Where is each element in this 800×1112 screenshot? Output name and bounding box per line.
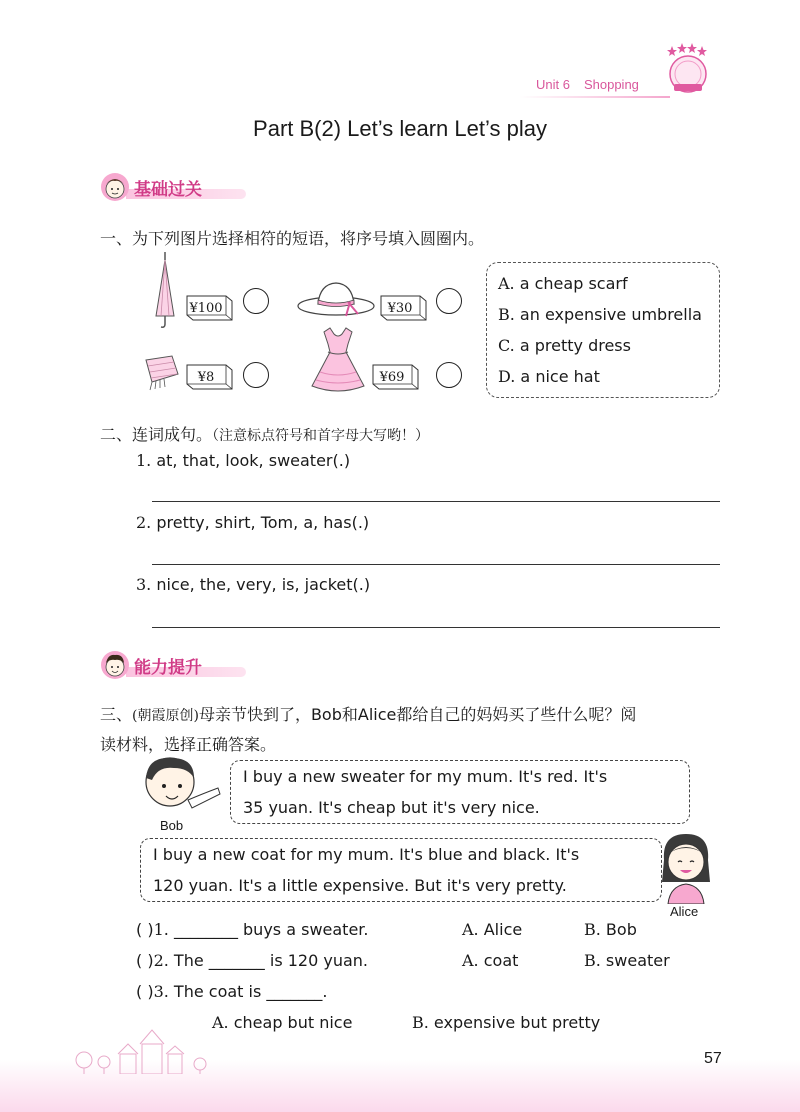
price-umbrella: ¥100 [189, 301, 223, 316]
q3-title-text1: 母亲节快到了，Bob和Alice都给自己的妈妈买了些什么呢？阅 [198, 705, 637, 724]
q2-item-1-num: 1. [136, 451, 152, 470]
option-c-text: a pretty dress [514, 336, 631, 355]
q3-q1-after: buys a sweater. [237, 920, 369, 939]
price-tag-dress [372, 364, 420, 390]
alice-line-1: I buy a new coat for my mum. It's blue and black. It's [153, 845, 580, 864]
answer-circle-umbrella[interactable] [243, 288, 269, 314]
unit-header [536, 77, 653, 92]
price-scarf: ¥8 [197, 370, 215, 385]
hat-icon [296, 278, 376, 318]
alice-line-2: 120 yuan. It's a little expensive. But it's very pretty. [153, 876, 567, 895]
q2-item-2 [136, 513, 369, 532]
q2-item-2-text: pretty, shirt, Tom, a, has(.) [151, 513, 370, 532]
option-a-letter: A. [498, 274, 515, 293]
q3-paren-1[interactable]: ( ) [136, 920, 154, 939]
header-line [520, 96, 670, 98]
q3-prefix: 三、 [100, 705, 133, 724]
q3-question-3 [136, 982, 327, 1001]
q2-item-3-text: nice, the, very, is, jacket(.) [151, 575, 371, 594]
q3-q1-a-letter: A. [462, 920, 479, 939]
answer-line-1[interactable] [152, 501, 720, 502]
option-d-text: a nice hat [515, 367, 600, 386]
unit-label: Unit 6 [536, 77, 570, 92]
q3-title-line2: 读材料，选择正确答案。 [100, 735, 277, 754]
q3-paren-2[interactable]: ( ) [136, 951, 154, 970]
bob-speech-bubble [230, 760, 690, 824]
q3-q3-a-text: cheap but nice [228, 1013, 353, 1032]
q3-q2-b-text: sweater [600, 951, 670, 970]
answer-circle-hat[interactable] [436, 288, 462, 314]
section-advanced-label: 能力提升 [134, 658, 202, 678]
alice-avatar-icon [656, 830, 716, 904]
q3-q1-b-letter: B. [584, 920, 601, 939]
section-basic-label: 基础过关 [134, 180, 202, 200]
price-hat: ¥30 [387, 301, 413, 316]
q3-q1-option-a[interactable] [462, 920, 522, 939]
q3-q2-option-b[interactable] [584, 951, 670, 970]
q3-blank-3[interactable]: _______ [266, 982, 323, 1001]
q3-q2-a-letter: A. [462, 951, 479, 970]
q3-q3-a-letter: A. [212, 1013, 229, 1032]
q3-q3-after: . [322, 982, 328, 1001]
q2-item-1-text: at, that, look, sweater(.) [151, 451, 351, 470]
option-a-text: a cheap scarf [514, 274, 628, 293]
option-b [498, 305, 702, 324]
option-b-text: an expensive umbrella [514, 305, 702, 324]
q3-q2-before: The [168, 951, 209, 970]
castle-decoration-icon [70, 1024, 240, 1074]
girl-face-icon [100, 172, 130, 202]
price-dress: ¥69 [379, 370, 405, 385]
q3-q3-b-letter: B. [412, 1013, 429, 1032]
option-d [498, 367, 600, 386]
q2-note: （注意标点符号和首字母大写哟！） [212, 428, 430, 444]
option-a [498, 274, 628, 293]
option-d-letter: D. [498, 367, 516, 386]
bob-label: Bob [160, 818, 184, 833]
q3-question-2 [136, 951, 368, 970]
q3-blank-2[interactable]: _______ [208, 951, 265, 970]
topic-label: Shopping [583, 77, 639, 92]
q3-num-2: 2. [153, 951, 169, 970]
q3-q1-option-b[interactable] [584, 920, 637, 939]
q3-num-3: 3. [153, 982, 169, 1001]
q3-blank-1[interactable]: ________ [173, 920, 238, 939]
option-c [498, 336, 631, 355]
q3-q2-b-letter: B. [584, 951, 601, 970]
q3-q1-b-text: Bob [600, 920, 637, 939]
boy-face-icon [100, 650, 130, 680]
answer-line-2[interactable] [152, 564, 720, 565]
bob-avatar-icon [138, 754, 224, 816]
q2-item-3-num: 3. [136, 575, 152, 594]
page-title: Part B(2) Let’s learn Let’s play [253, 116, 547, 141]
q3-q3-b-text: expensive but pretty [428, 1013, 601, 1032]
alice-label: Alice [670, 904, 699, 919]
q3-q3-before: The coat is [168, 982, 267, 1001]
price-tag-umbrella [186, 295, 234, 321]
q2-item-3 [136, 575, 370, 594]
q1-title: 一、为下列图片选择相符的短语，将序号填入圆圈内。 [100, 229, 485, 248]
q2-item-2-num: 2. [136, 513, 152, 532]
q3-q2-a-text: coat [478, 951, 519, 970]
q2-title-text: 二、连词成句。 [100, 425, 213, 444]
bob-line-2: 35 yuan. It's cheap but it's very nice. [243, 798, 540, 817]
bob-line-1: I buy a new sweater for my mum. It's red. It's [243, 767, 608, 786]
option-c-letter: C. [498, 336, 515, 355]
q3-q1-a-text: Alice [478, 920, 523, 939]
price-tag-scarf [186, 364, 234, 390]
scarf-icon [140, 352, 182, 392]
badge-logo-icon [660, 40, 716, 96]
q3-q2-after: is 120 yuan. [264, 951, 368, 970]
q3-question-1 [136, 920, 368, 939]
dress-icon [306, 326, 370, 394]
q3-q3-option-b[interactable] [412, 1013, 600, 1032]
answer-line-3[interactable] [152, 627, 720, 628]
option-b-letter: B. [498, 305, 515, 324]
q3-title-line1 [100, 702, 636, 725]
q2-item-1 [136, 451, 350, 470]
q2-title [100, 422, 429, 445]
q3-num-1: 1. [153, 920, 169, 939]
section-basic [100, 172, 260, 202]
price-tag-hat [380, 295, 428, 321]
q3-q2-option-a[interactable] [462, 951, 518, 970]
section-advanced [100, 650, 260, 680]
alice-speech-bubble [140, 838, 662, 902]
umbrella-icon [150, 250, 180, 330]
answer-circle-dress[interactable] [436, 362, 462, 388]
q3-paren-3[interactable]: ( ) [136, 982, 154, 1001]
page-number: 57 [704, 1050, 722, 1067]
answer-circle-scarf[interactable] [243, 362, 269, 388]
q3-source: (朝霞原创) [132, 708, 199, 724]
